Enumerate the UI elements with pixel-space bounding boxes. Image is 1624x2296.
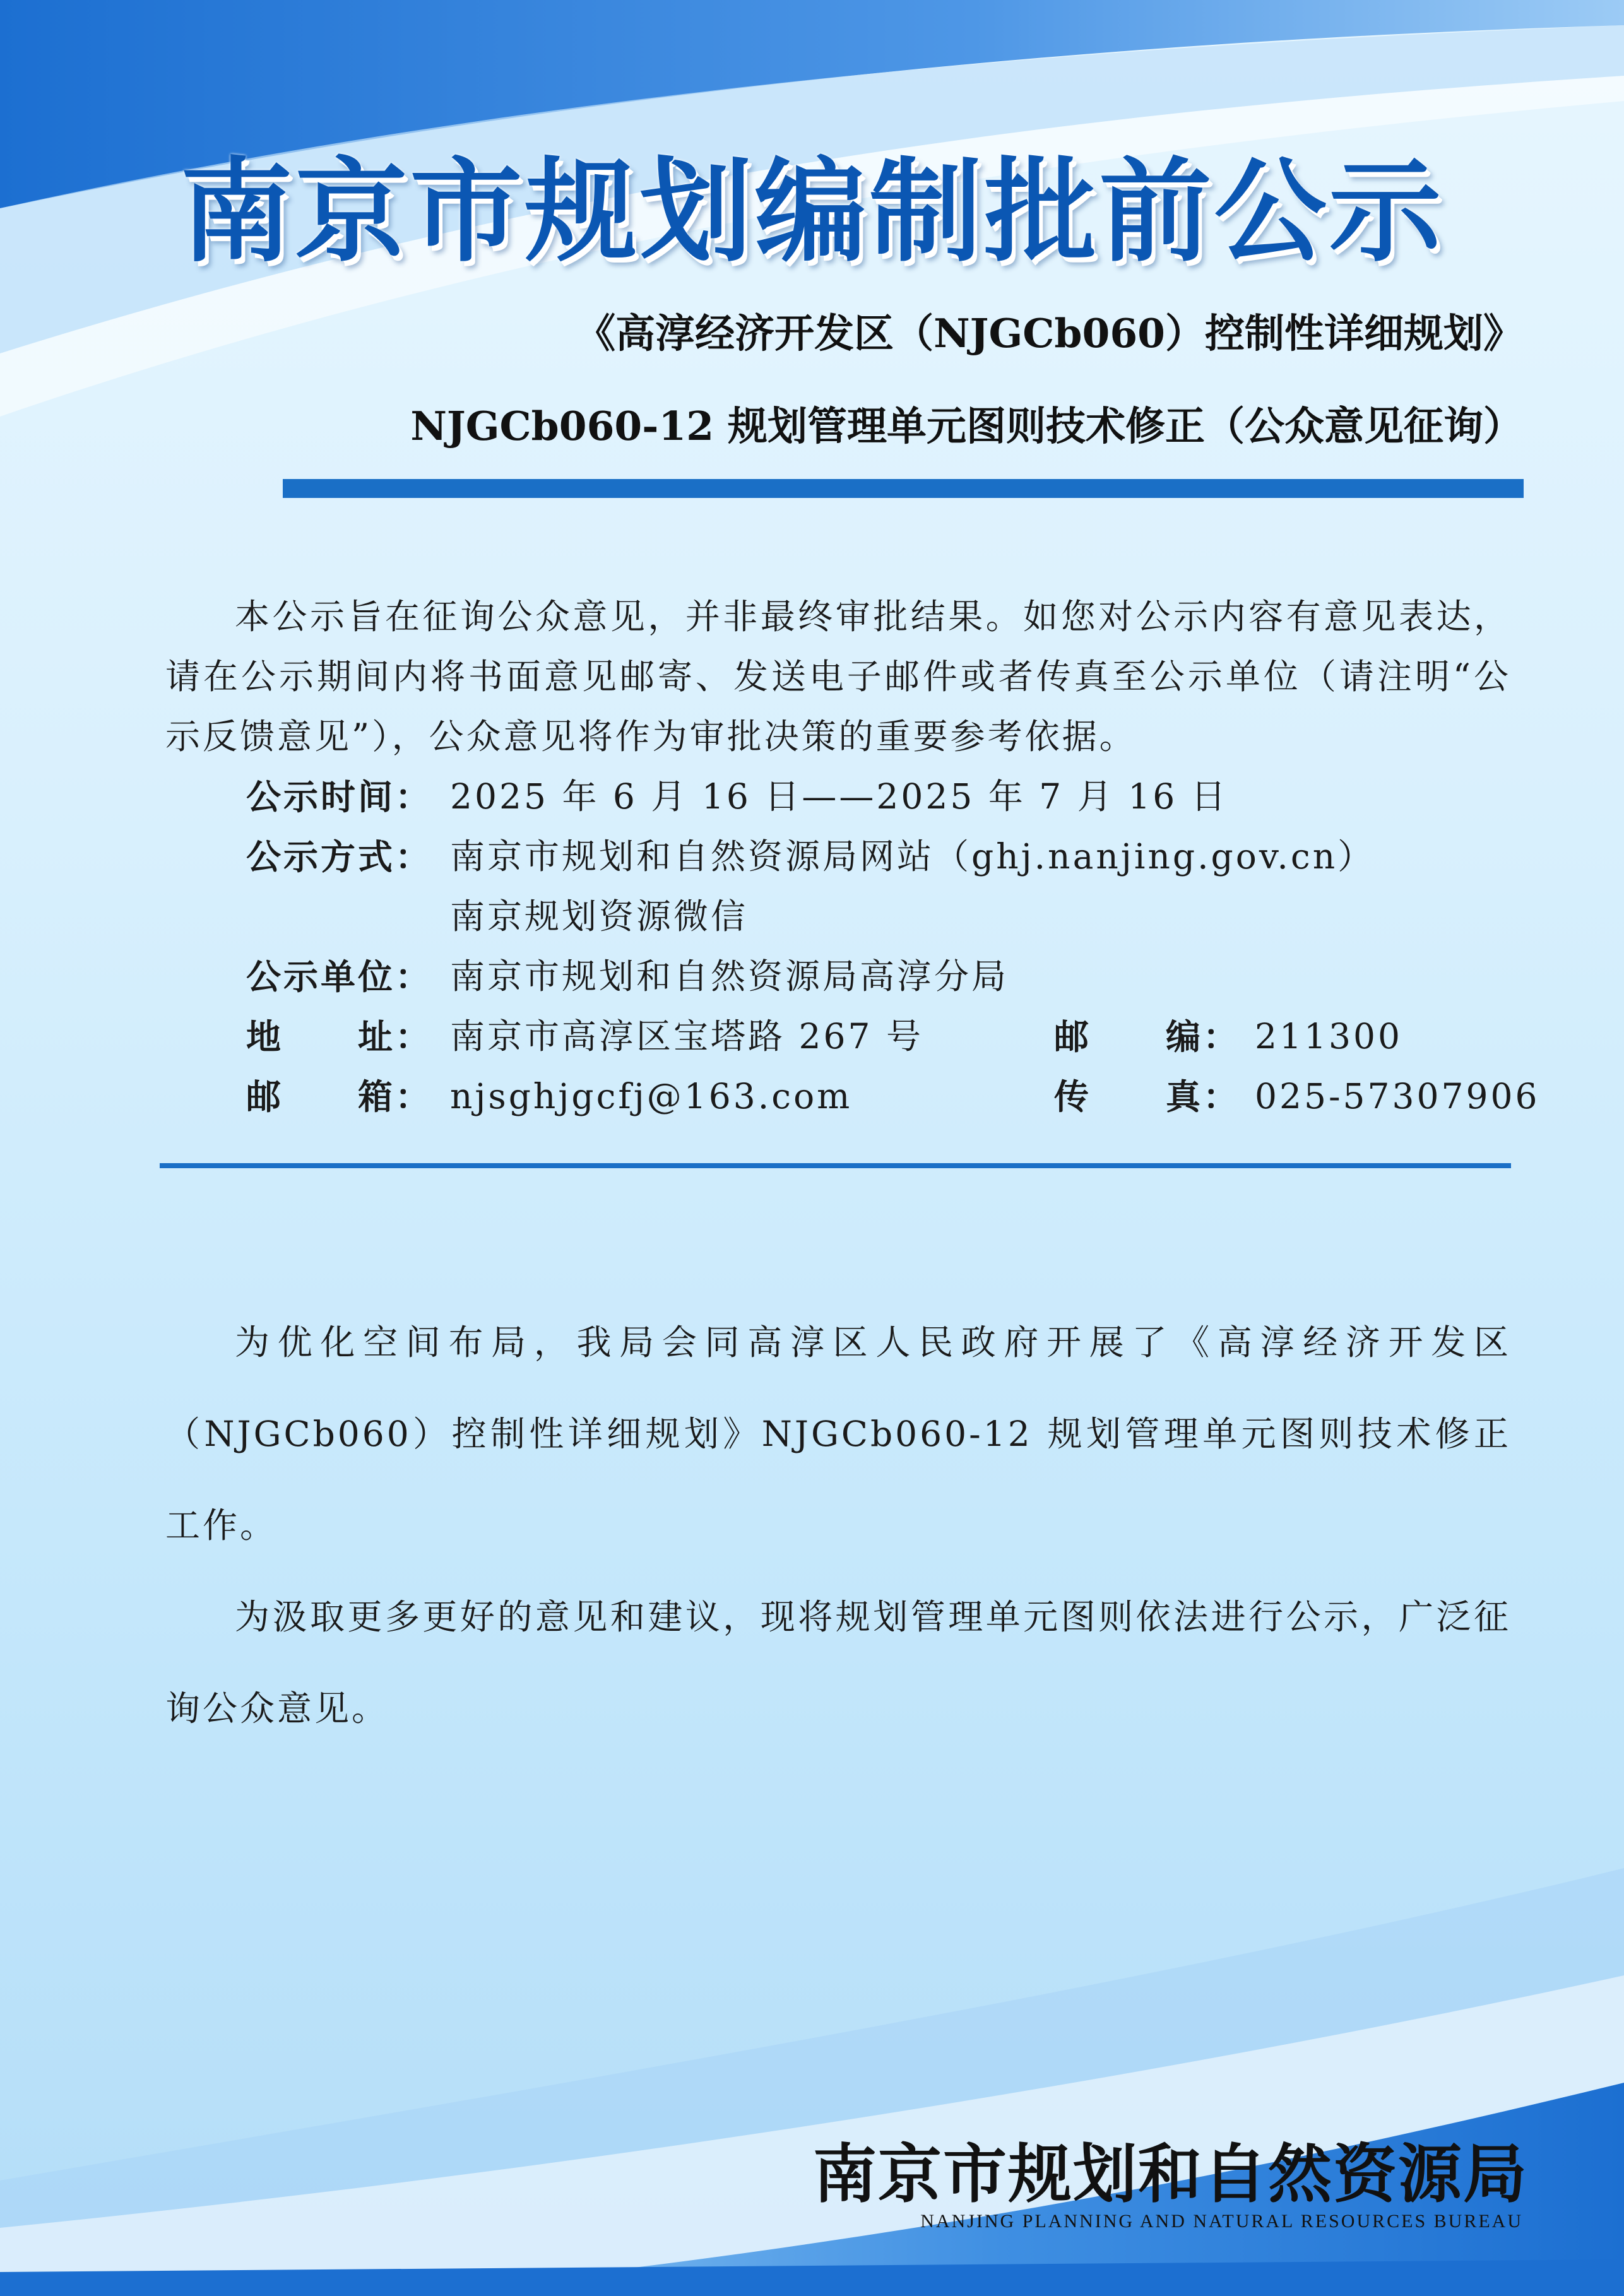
notice-unit-value: 南京市规划和自然资源局高淳分局 [450, 956, 1009, 997]
notice-section [165, 587, 1511, 767]
notice-time-value: 2025 年 6 月 16 日——2025 年 7 月 16 日 [450, 776, 1228, 817]
email-row [246, 1067, 853, 1127]
page-title: 南京市规划编制批前公示 [180, 145, 1444, 277]
notice-time-label: 公示时间： [246, 776, 433, 817]
email-label: 邮 箱： [246, 1076, 433, 1117]
body-paragraph-2: 为汲取更多更好的意见和建议，现将规划管理单元图则依法进行公示，广泛征询公众意见。 [165, 1597, 1511, 1729]
notice-method-website: 南京市规划和自然资源局网站（ghj.nanjing.gov.cn） [450, 836, 1375, 877]
title-divider [283, 479, 1524, 498]
notice-method-wechat: 南京规划资源微信 [450, 896, 749, 937]
footer-org-name: 南京市规划和自然资源局 [812, 2136, 1528, 2211]
fax-value: 025-57307906 [1255, 1076, 1540, 1116]
postcode-row [1054, 1007, 1402, 1067]
postcode-label: 邮 编： [1054, 1016, 1241, 1057]
fax-row [1054, 1067, 1540, 1127]
body-section [165, 1297, 1511, 1755]
plan-subject: NJGCb060-12 规划管理单元图则技术修正（公众意见征询） [410, 403, 1523, 449]
notice-time-row [246, 767, 1228, 827]
notice-unit-label: 公示单位： [246, 956, 433, 997]
footer-org-english: NANJING PLANNING AND NATURAL RESOURCES BUREAU [920, 2211, 1523, 2232]
notice-method-row [246, 827, 1375, 887]
postcode-value: 211300 [1255, 1016, 1402, 1056]
plan-name: 《高淳经济开发区（NJGCb060）控制性详细规划》 [576, 310, 1523, 357]
notice-method-label: 公示方式： [246, 836, 433, 877]
notice-unit-row [246, 947, 1009, 1007]
address-row [246, 1007, 923, 1067]
notice-paragraph: 本公示旨在征询公众意见，并非最终审批结果。如您对公示内容有意见表达，请在公示期间内将书面意见邮寄、发送电子邮件或者传真至公示单位（请注明“公示反馈意见”），公众意见将作为审批决策的重要参考依据。 [165, 596, 1511, 757]
section-divider [160, 1163, 1511, 1168]
fax-label: 传 真： [1054, 1076, 1241, 1117]
address-label: 地 址： [246, 1016, 433, 1057]
address-value: 南京市高淳区宝塔路 267 号 [450, 1016, 923, 1056]
body-paragraph-1: 为优化空间布局，我局会同高淳区人民政府开展了《高淳经济开发区（NJGCb060）控制性详细规划》NJGCb060-12 规划管理单元图则技术修正工作。 [165, 1322, 1511, 1546]
email-value: njsghjgcfj@163.com [450, 1076, 853, 1116]
